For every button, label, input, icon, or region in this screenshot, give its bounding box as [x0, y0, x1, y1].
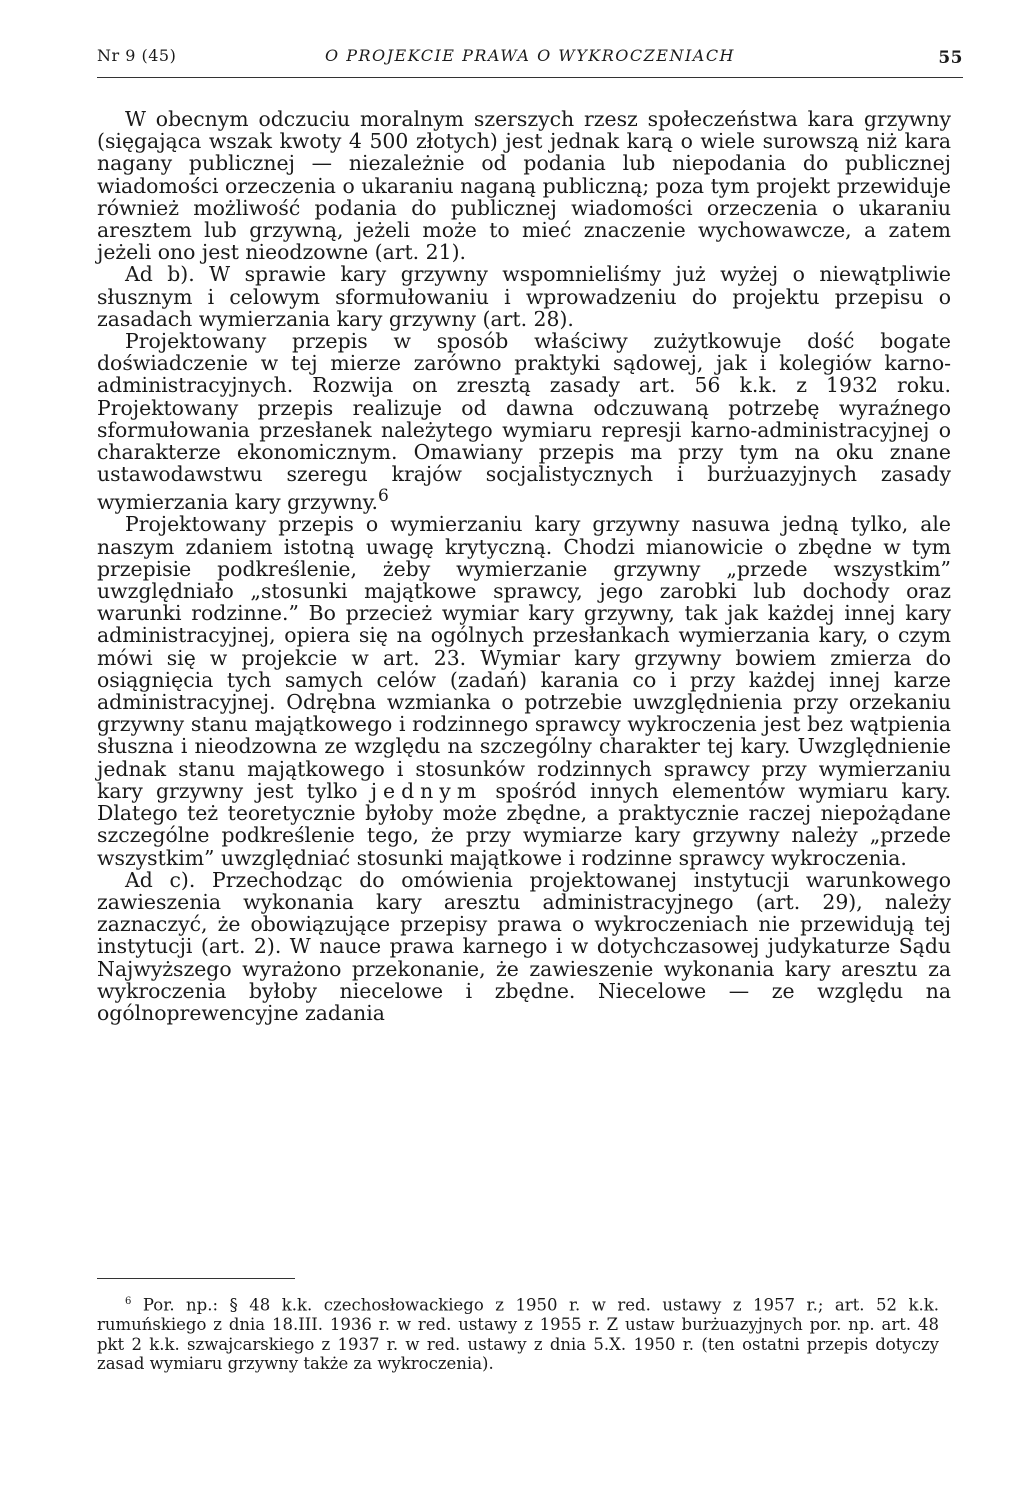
footnote-reference: 6 — [378, 486, 389, 507]
footnote — [97, 1292, 939, 1374]
paragraph-1: W obecnym odczuciu moralnym szerszych rzesz społeczeństwa kara grzywny (sięgająca wszak kwoty 4 500 złotych) jest jednak karą o wiele surowszą niż kara nagany publicznej — niezależnie od podania lub niepodania do publicznej wiadomości orzeczenia o ukaraniu naganą publiczną; poza tym projekt przewiduje również możliwość podania do publicznej wiadomości orzeczenia o ukaraniu aresztem lub grzywną, jeżeli może to mieć znaczenie wychowawcze, a zatem jeżeli ono jest nieodzowne (art. 21). — [97, 107, 951, 265]
header-rule — [97, 77, 963, 78]
paragraph-4-text-a: Projektowany przepis o wymierzaniu kary grzywny nasuwa jedną tylko, ale naszym zdaniem istotną uwagę krytyczną. Chodzi mianowicie o zbędne w tym przepisie podkreślenie, żeby wymierzanie grzywny „przede wszystkim” uwzględniało „stosunki majątkowe sprawcy, jego zarobki lub dochody oraz warunki rodzinne.” Bo przecież wymiar kary grzywny, tak jak każdej innej kary administracyjnej, opiera się na ogólnych przesłankach wymierzania kary, o czym mówi się w projekcie w art. 23. Wymiar kary grzywny bowiem zmierza do osiągnięcia tych samych celów (zadań) karania co i przy każdej innej karze administracyjnej. Odrębna wzmianka o potrzebie uwzględnienia przy orzekaniu grzywny stanu majątkowego i rodzinnego sprawcy wykroczenia jest bez wątpienia słuszna i nieodzowna ze względu na szczególny charakter tej kary. Uwzględnienie jednak stanu majątkowego i stosunków rodzinnych sprawcy przy wymierzaniu kary grzywny jest tylko — [97, 512, 951, 803]
paragraph-3 — [97, 330, 951, 513]
running-title: O PROJEKCIE PRAWA O WYKROCZENIACH — [324, 46, 736, 65]
paragraph-3-text: Projektowany przepis w sposób właściwy zużytkowuje dość bogate doświadczenie w tej mierze zarówno praktyki sądowej, jak i kolegiów karno-administracyjnych. Rozwija on zresztą zasady art. 56 k.k. z 1932 roku. Projektowany przepis realizuje od dawna odczuwaną potrzebę wyraźnego sformułowania przesłanek należytego wymiaru represji karno-administracyjnej o charakterze ekonomicznym. Omawiany przepis ma przy tym na oku znane ustawodawstwu szeregu krajów socjalistycznych i burżuazyjnych zasady wymierzania kary grzywny. — [97, 329, 951, 515]
footnote-rule — [97, 1278, 295, 1279]
paragraph-2: Ad b). W sprawie kary grzywny wspomnieliśmy już wyżej o niewątpliwie słusznym i celowym sformułowaniu i wprowadzeniu do projektu przepisu o zasadach wymierzania kary grzywny (art. 28). — [97, 262, 951, 331]
footnote-mark: 6 — [125, 1296, 132, 1307]
page-number: 55 — [938, 48, 963, 68]
issue-number: Nr 9 (45) — [97, 46, 177, 65]
emphasized-word: jednym — [370, 778, 483, 803]
paragraph-5: Ad c). Przechodząc do omówienia projektowanej instytucji warunkowego zawieszenia wykonania kary aresztu administracyjnego (art. 29), należy zaznaczyć, że obowiązujące przepisy prawa o wykroczeniach nie przewidują tej instytucji (art. 2). W nauce prawa karnego i w dotychczasowej judykaturze Sądu Najwyższego wyrażono przekonanie, że zawieszenie wykonania kary aresztu za wykroczenia byłoby niecelowe i zbędne. Niecelowe — ze względu na ogólnoprewencyjne zadania — [97, 867, 951, 1025]
running-header — [97, 42, 963, 70]
paragraph-4 — [97, 513, 951, 868]
footnote-text: Por. np.: § 48 k.k. czechosłowackiego z 1950 r. w red. ustawy z 1957 r.; art. 52 k.k. rumuńskiego z dnia 18.III. 1936 r. w red. ustawy z 1955 r. Z ustaw burżuazyjnych por. np. art. 48 pkt 2 k.k. szwajcarskiego z 1937 r. w red. ustawy z dnia 5.X. 1950 r. (ten ostatni przepis dotyczy zasad wymiaru grzywny także za wykroczenia). — [97, 1295, 939, 1374]
paragraph-4-text-b: spośród innych elementów wymiaru kary. Dlatego też teoretycznie byłoby może zbędne, a praktycznie raczej niepożądane szczególne podkreślenie tego, że przy wymiarze kary grzywny należy „przede wszystkim” uwzględniać stosunki majątkowe i rodzinne sprawcy wykroczenia. — [97, 778, 951, 870]
body-text — [97, 108, 951, 1024]
